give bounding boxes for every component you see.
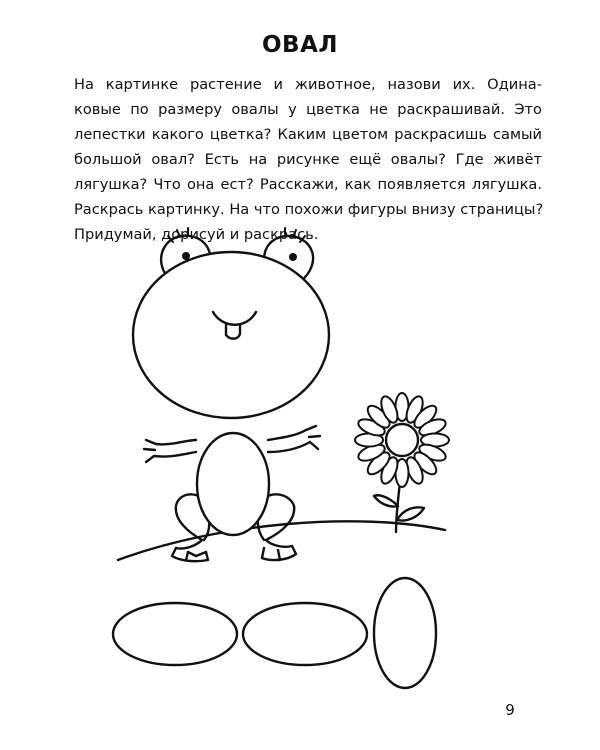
bottom-oval-left — [113, 603, 237, 665]
page-title: ОВАЛ — [262, 32, 338, 58]
paragraph-line: Придумай, дорисуй и раскрась. — [74, 226, 319, 243]
frog-right-pupil — [289, 253, 297, 261]
paragraph-line: лягушка? Что она ест? Расскажи, как появляется лягушка. — [74, 176, 542, 193]
bottom-oval-middle — [243, 603, 367, 665]
frog-body-oval — [197, 433, 269, 535]
flower-leaf-left — [374, 495, 398, 506]
flower-center-oval — [386, 424, 418, 456]
frog-head-oval — [133, 252, 329, 418]
frog-right-foot — [262, 546, 296, 560]
frog-right-arm — [268, 426, 320, 452]
paragraph-line: большой овал? Есть на рисунке ещё овалы? Где живёт — [74, 151, 542, 168]
paragraph-line: На картинке растение и животное, назови их. Одина- — [74, 76, 542, 93]
paragraph-line: Раскрась картинку. На что похожи фигуры внизу страницы? — [74, 201, 544, 218]
paragraph-line: ковые по размеру овалы у цветка не раскрашивай. Это — [74, 101, 542, 118]
flower-drawing — [355, 393, 449, 532]
frog-left-arm — [144, 440, 196, 462]
frog-drawing — [133, 228, 329, 561]
paragraph-line: лепестки какого цветка? Каким цветом раскрасишь самый — [74, 126, 542, 143]
flower-leaf-right — [397, 507, 424, 520]
bottom-oval-right — [374, 578, 436, 688]
page-number: 9 — [505, 701, 515, 719]
